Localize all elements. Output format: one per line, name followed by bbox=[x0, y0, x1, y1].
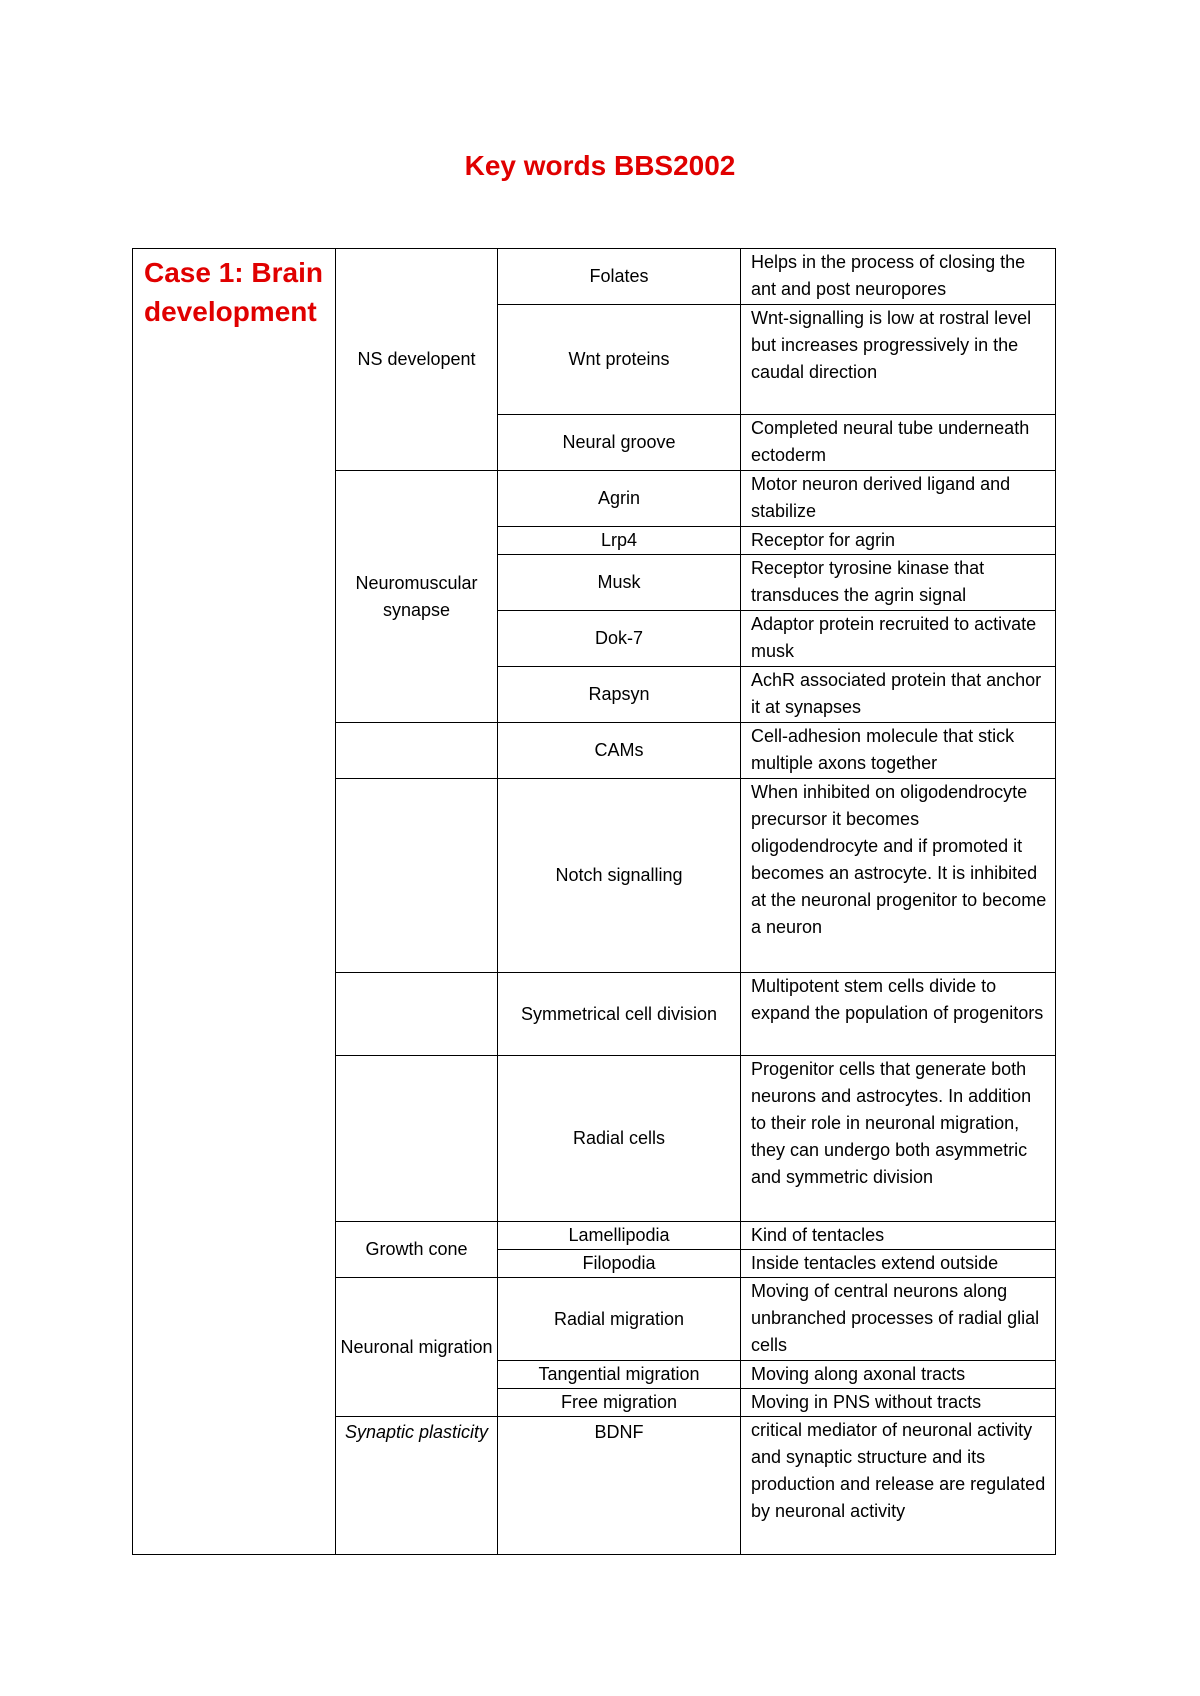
group-empty bbox=[336, 973, 498, 1056]
description-cell: Moving along axonal tracts bbox=[741, 1361, 1056, 1389]
term-cell: Tangential migration bbox=[498, 1361, 741, 1389]
description-cell: Motor neuron derived ligand and stabilize bbox=[741, 471, 1056, 527]
case-title: Case 1: Brain development bbox=[144, 257, 323, 327]
group-synaptic-plasticity: Synaptic plasticity bbox=[336, 1417, 498, 1555]
term-cell: Rapsyn bbox=[498, 667, 741, 723]
term-cell: Filopodia bbox=[498, 1250, 741, 1278]
group-growth-cone: Growth cone bbox=[336, 1222, 498, 1278]
description-cell: Adaptor protein recruited to activate musk bbox=[741, 611, 1056, 667]
description-cell: Cell-adhesion molecule that stick multiple axons together bbox=[741, 723, 1056, 779]
description-cell: Receptor for agrin bbox=[741, 527, 1056, 555]
description-cell: Inside tentacles extend outside bbox=[741, 1250, 1056, 1278]
description-cell: Moving in PNS without tracts bbox=[741, 1389, 1056, 1417]
description-cell: critical mediator of neuronal activity and synaptic structure and its production and release are regulated by neuronal activity bbox=[741, 1417, 1056, 1555]
table-row bbox=[133, 249, 1056, 305]
description-cell: When inhibited on oligodendrocyte precursor it becomes oligodendrocyte and if promoted it becomes an astrocyte. It is inhibited at the neuronal progenitor to become a neuron bbox=[741, 779, 1056, 973]
description-cell: AchR associated protein that anchor it at synapses bbox=[741, 667, 1056, 723]
description-cell: Wnt-signalling is low at rostral level but increases progressively in the caudal direction bbox=[741, 305, 1056, 415]
group-empty bbox=[336, 779, 498, 973]
description-cell: Kind of tentacles bbox=[741, 1222, 1056, 1250]
group-neuronal-migration: Neuronal migration bbox=[336, 1278, 498, 1417]
description-cell: Multipotent stem cells divide to expand the population of progenitors bbox=[741, 973, 1056, 1056]
description-cell: Moving of central neurons along unbranched processes of radial glial cells bbox=[741, 1278, 1056, 1361]
group-ns-development: NS developent bbox=[336, 249, 498, 471]
page-title: Key words BBS2002 bbox=[464, 150, 736, 181]
description-cell: Helps in the process of closing the ant and post neuropores bbox=[741, 249, 1056, 305]
term-cell: Folates bbox=[498, 249, 741, 305]
term-cell: Lamellipodia bbox=[498, 1222, 741, 1250]
description-cell: Completed neural tube underneath ectoderm bbox=[741, 415, 1056, 471]
term-cell: BDNF bbox=[498, 1417, 741, 1555]
term-cell: Wnt proteins bbox=[498, 305, 741, 415]
term-cell: Free migration bbox=[498, 1389, 741, 1417]
description-cell: Progenitor cells that generate both neurons and astrocytes. In addition to their role in neuronal migration, they can undergo both asymmetric and symmetric division bbox=[741, 1056, 1056, 1222]
term-cell: Dok-7 bbox=[498, 611, 741, 667]
keywords-table bbox=[132, 248, 1056, 1555]
term-cell: CAMs bbox=[498, 723, 741, 779]
case-cell bbox=[133, 249, 336, 1555]
description-cell: Receptor tyrosine kinase that transduces the agrin signal bbox=[741, 555, 1056, 611]
group-empty bbox=[336, 1056, 498, 1222]
term-cell: Notch signalling bbox=[498, 779, 741, 973]
term-cell: Radial cells bbox=[498, 1056, 741, 1222]
term-cell: Neural groove bbox=[498, 415, 741, 471]
group-empty bbox=[336, 723, 498, 779]
term-cell: Symmetrical cell division bbox=[498, 973, 741, 1056]
term-cell: Musk bbox=[498, 555, 741, 611]
term-cell: Lrp4 bbox=[498, 527, 741, 555]
group-neuromuscular-synapse: Neuromuscular synapse bbox=[336, 471, 498, 723]
term-cell: Radial migration bbox=[498, 1278, 741, 1361]
term-cell: Agrin bbox=[498, 471, 741, 527]
